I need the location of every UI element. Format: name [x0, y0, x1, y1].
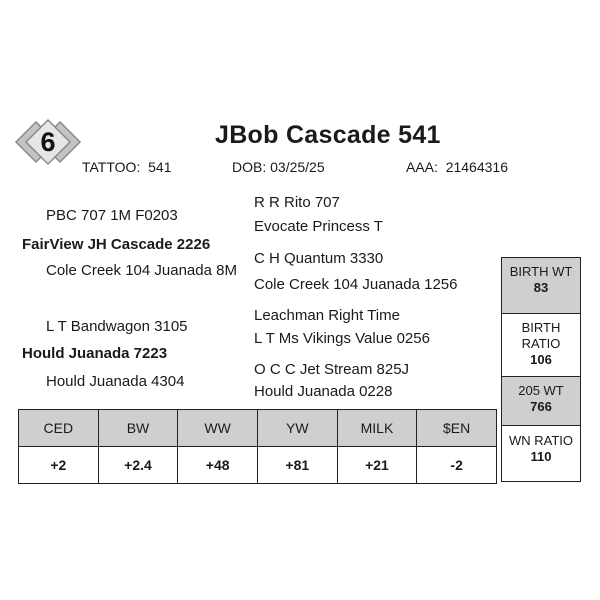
epd-header-bw: BW	[98, 410, 178, 447]
pedigree-dam-sire-dam: L T Ms Vikings Value 0256	[254, 330, 430, 347]
wn-ratio-box	[501, 425, 581, 482]
birth-ratio-box	[501, 313, 581, 377]
pedigree-sire-dam-sire: C H Quantum 3330	[254, 250, 384, 267]
tattoo-info	[82, 159, 171, 175]
birth-wt-value: 83	[533, 280, 549, 295]
pedigree-dam-sire-sire: Leachman Right Time	[254, 307, 400, 324]
pedigree-dam-dam-sire: O C C Jet Stream 825J	[254, 361, 410, 378]
birth-ratio-label-2: RATIO	[521, 336, 561, 351]
dob-info	[232, 159, 325, 175]
birth-ratio-value: 106	[530, 352, 552, 367]
pedigree-dam: Hould Juanada 7223	[22, 345, 168, 362]
birth-ratio-label-1: BIRTH	[521, 320, 561, 335]
epd-value-milk: +21	[337, 447, 417, 484]
dob-label: DOB:	[232, 159, 267, 175]
animal-name: JBob Cascade 541	[215, 121, 441, 149]
epd-value-ww: +48	[178, 447, 258, 484]
wn-ratio-value: 110	[530, 449, 552, 464]
pedigree-sire-dam-dam: Cole Creek 104 Juanada 1256	[254, 276, 458, 293]
pedigree-sire-sire: PBC 707 1M F0203	[46, 207, 178, 224]
aaa-label: AAA:	[406, 159, 438, 175]
epd-table	[18, 409, 497, 484]
pedigree-sire-sire-sire: R R Rito 707	[254, 194, 340, 211]
wt-205-label: 205 WT	[518, 383, 564, 398]
epd-value-row	[19, 447, 497, 484]
tattoo-value: 541	[148, 159, 172, 175]
pedigree-sire-sire-dam: Evocate Princess T	[254, 218, 383, 235]
epd-header-row	[19, 410, 497, 447]
epd-value-yw: +81	[257, 447, 337, 484]
pedigree-sire-dam: Cole Creek 104 Juanada 8M	[46, 262, 237, 279]
epd-header-ww: WW	[178, 410, 258, 447]
aaa-value: 21464316	[445, 159, 508, 175]
epd-value-bw: +2.4	[98, 447, 178, 484]
pedigree-dam-dam-dam: Hould Juanada 0228	[254, 383, 393, 400]
tattoo-label: TATTOO:	[82, 159, 141, 175]
epd-value-ced: +2	[19, 447, 99, 484]
wt-205-value: 766	[530, 399, 552, 414]
wn-ratio-label: WN RATIO	[508, 433, 574, 448]
epd-header-yw: YW	[257, 410, 337, 447]
birth-wt-box	[501, 257, 581, 314]
wt-205-box	[501, 376, 581, 426]
pedigree-sire: FairView JH Cascade 2226	[22, 236, 211, 253]
aaa-info	[406, 159, 508, 175]
epd-value-en: -2	[417, 447, 497, 484]
pedigree-dam-dam: Hould Juanada 4304	[46, 373, 185, 390]
pedigree-dam-sire: L T Bandwagon 3105	[46, 318, 188, 335]
epd-header-en: $EN	[417, 410, 497, 447]
birth-wt-label: BIRTH WT	[509, 264, 573, 279]
epd-header-milk: MILK	[337, 410, 417, 447]
lot-number: 6	[40, 126, 56, 157]
dob-value: 03/25/25	[270, 159, 325, 175]
epd-header-ced: CED	[19, 410, 99, 447]
